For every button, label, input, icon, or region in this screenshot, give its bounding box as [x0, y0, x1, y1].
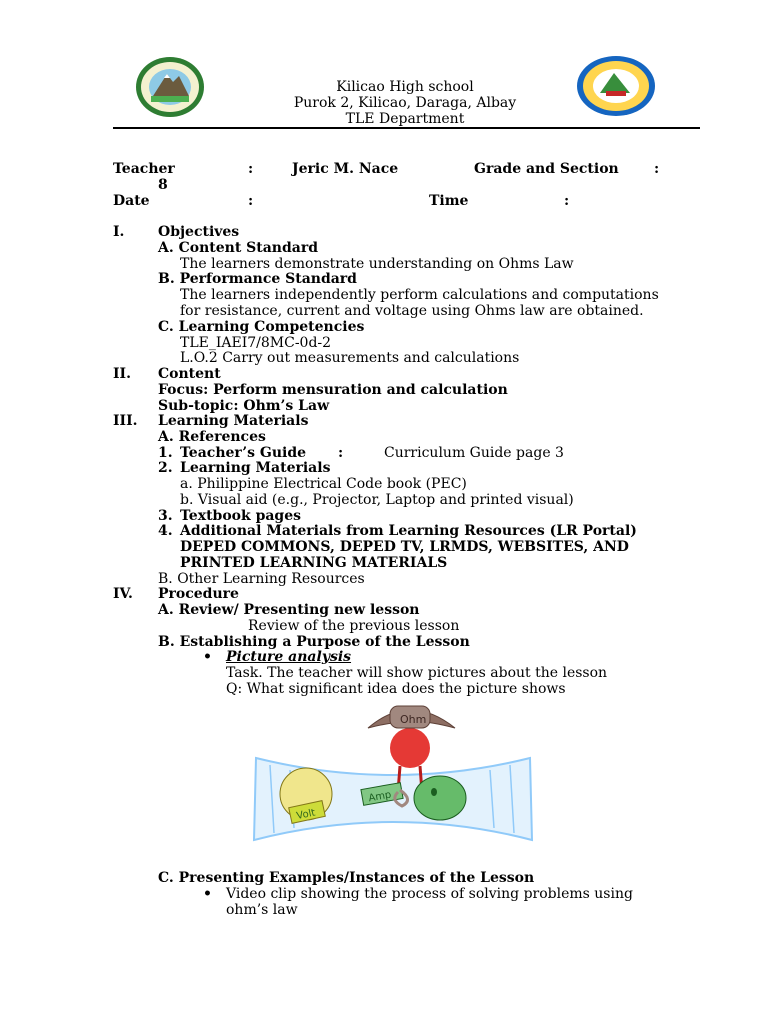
amp-label: Amp [367, 789, 393, 805]
learning-competencies-label: C. Learning Competencies [158, 319, 365, 335]
performance-standard-text-1: The learners independently perform calculations and computations [180, 287, 659, 303]
additional-materials-line-3: PRINTED LEARNING MATERIALS [180, 555, 448, 571]
deped-seal-logo [135, 56, 205, 118]
material-item-b: b. Visual aid (e.g., Projector, Laptop and printed visual) [180, 492, 574, 508]
reference-4-number: 4. [158, 523, 173, 539]
question-text: Q: What significant idea does the picture shows [226, 681, 566, 697]
video-clip-text-2: ohm’s law [226, 902, 298, 918]
textbook-pages-label: Textbook pages [180, 508, 302, 524]
content-standard-label: A. Content Standard [158, 240, 319, 256]
picture-analysis-title: Picture analysis [226, 649, 352, 665]
header-divider [113, 127, 700, 129]
content-standard-text: The learners demonstrate understanding on Ohms Law [180, 256, 574, 272]
date-label: Date [113, 193, 150, 209]
task-text: Task. The teacher will show pictures about the lesson [226, 665, 608, 681]
material-item-a: a. Philippine Electrical Code book (PEC) [180, 476, 467, 492]
department-name: TLE Department [345, 111, 465, 127]
examples-label: C. Presenting Examples/Instances of the Lesson [158, 870, 535, 886]
procedure-number: IV. [113, 586, 133, 602]
grade-colon: : [654, 161, 660, 177]
time-label: Time [429, 193, 469, 209]
teacher-name: Jeric M. Nace [292, 161, 399, 177]
learning-materials-label: Learning Materials [180, 460, 331, 476]
competency-text: L.O.2 Carry out measurements and calculations [180, 350, 520, 366]
competency-code: TLE_IAEI7/8MC-0d-2 [180, 335, 332, 351]
review-text: Review of the previous lesson [248, 618, 460, 634]
objectives-heading: Objectives [158, 224, 240, 240]
ohms-law-illustration [250, 700, 536, 850]
school-name: Kilicao High school [336, 79, 474, 95]
other-resources-label: B. Other Learning Resources [158, 571, 365, 587]
school-address: Purok 2, Kilicao, Daraga, Albay [293, 95, 517, 111]
teacher-colon: : [248, 161, 254, 177]
purpose-label: B. Establishing a Purpose of the Lesson [158, 634, 470, 650]
content-subtopic: Sub-topic: Ohm’s Law [158, 398, 330, 414]
video-clip-text-1: Video clip showing the process of solving problems using [226, 886, 633, 902]
procedure-heading: Procedure [158, 586, 239, 602]
teachers-guide-label: Teacher’s Guide [180, 445, 307, 461]
teachers-guide-value: Curriculum Guide page 3 [384, 445, 564, 461]
additional-materials-line-2: DEPED COMMONS, DEPED TV, LRMDS, WEBSITES, AND [180, 539, 629, 555]
objectives-number: I. [113, 224, 125, 240]
teachers-guide-colon: : [338, 445, 344, 461]
content-number: II. [113, 366, 131, 382]
bullet-picture-analysis: • [203, 649, 212, 665]
materials-heading: Learning Materials [158, 413, 309, 429]
school-seal-logo [576, 55, 656, 117]
reference-1-number: 1. [158, 445, 173, 461]
performance-standard-label: B. Performance Standard [158, 271, 357, 287]
reference-2-number: 2. [158, 460, 173, 476]
ohm-hat-label: Ohm [400, 713, 427, 726]
content-focus: Focus: Perform mensuration and calculation [158, 382, 508, 398]
reference-3-number: 3. [158, 508, 173, 524]
review-label: A. Review/ Presenting new lesson [158, 602, 420, 618]
grade-section-value: 8 [158, 177, 168, 193]
materials-number: III. [113, 413, 138, 429]
time-colon: : [564, 193, 570, 209]
date-colon: : [248, 193, 254, 209]
content-heading: Content [158, 366, 221, 382]
references-label: A. References [158, 429, 266, 445]
teacher-label: Teacher [113, 161, 175, 177]
additional-materials-line-1: Additional Materials from Learning Resources (LR Portal) [180, 523, 637, 539]
grade-section-label: Grade and Section [474, 161, 619, 177]
performance-standard-text-2: for resistance, current and voltage using Ohms law are obtained. [180, 303, 644, 319]
volt-label: Volt [295, 807, 317, 823]
bullet-video-clip: • [203, 886, 212, 902]
